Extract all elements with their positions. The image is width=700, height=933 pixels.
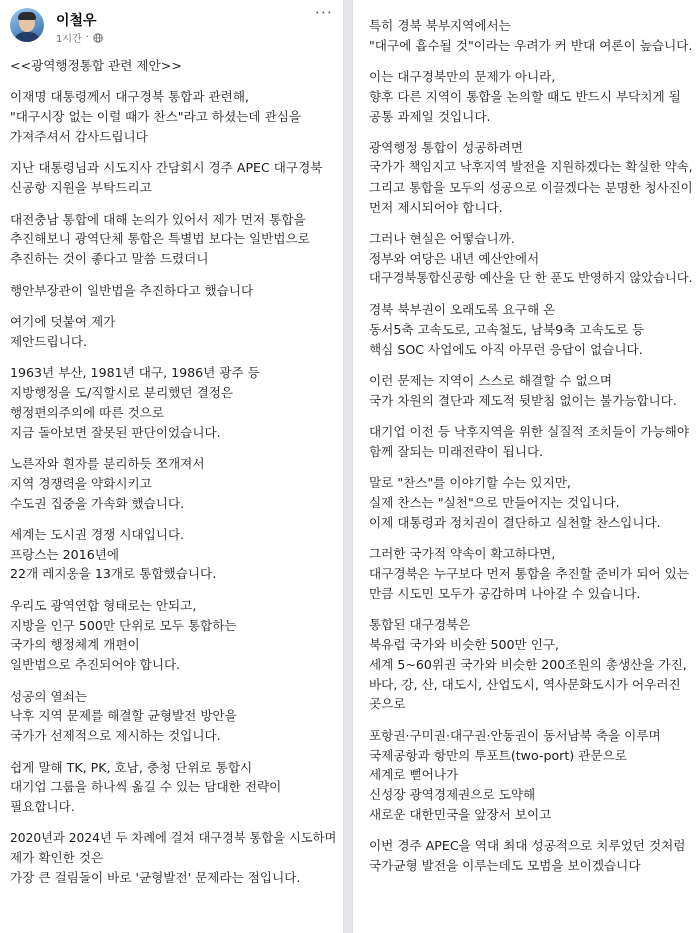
post-text-line: 실제 찬스는 "실천"으로 만들어지는 것입니다. <box>369 495 620 511</box>
more-options-icon[interactable]: ··· <box>314 3 333 22</box>
post-text-line: 노른자와 흰자를 분리하듯 쪼개져서 <box>10 455 205 471</box>
post-meta: 1시간 · <box>56 30 103 45</box>
post-paragraph <box>369 544 696 603</box>
post-text-line: 곳으로 <box>369 696 406 712</box>
post-text-line: 지금 돌아보면 잘못된 판단이었습니다. <box>10 424 221 440</box>
post-text-line: 국제공항과 항만의 투포트(two-port) 관문으로 <box>369 747 627 763</box>
post-paragraph <box>369 726 696 825</box>
post-paragraph <box>369 371 696 411</box>
post-paragraph <box>10 525 339 584</box>
post-text-line: 향후 다른 지역이 통합을 논의할 때도 반드시 부닥치게 될 <box>369 88 681 104</box>
post-paragraph <box>10 454 339 513</box>
post-text-line: 행안부장관이 일반법을 추진하다고 했습니다 <box>10 282 254 298</box>
post-text-line: 말로 "찬스"를 이야기할 수는 있지만, <box>369 475 571 491</box>
post-text-line: 낙후 지역 문제를 해결할 균형발전 방안을 <box>10 708 237 724</box>
post-paragraph <box>369 836 696 876</box>
post-text-line: 추진해보니 광역단체 통합은 특별법 보다는 일반법으로 <box>10 231 310 247</box>
post-timestamp[interactable]: 1시간 <box>56 34 82 45</box>
post-text-line: 쉽게 말해 TK, PK, 호남, 충청 단위로 통합시 <box>10 759 253 775</box>
globe-icon <box>93 33 103 43</box>
post-paragraph <box>10 596 339 675</box>
post-paragraph <box>10 687 339 746</box>
post-paragraph <box>10 281 339 301</box>
post-text-line: 먼저 제시되어야 합니다. <box>369 199 503 215</box>
post-text-line: 국가가 책임지고 낙후지역 발전을 지원하겠다는 확실한 약속, <box>369 159 693 174</box>
post-paragraph <box>369 473 696 532</box>
post-text-line: 이재명 대통령께서 대구경북 통합과 관련해, <box>10 89 249 105</box>
post-text-line: 이는 대구경북만의 문제가 아니라, <box>369 69 556 85</box>
post-text-line: 대기업 이전 등 낙후지역을 위한 실질적 조치들이 가능해야 <box>369 424 689 440</box>
post-text-line: 정부와 여당은 내년 예산안에서 <box>369 250 540 266</box>
post-text-line: 공통 과제일 것입니다. <box>369 108 491 124</box>
post-text-line: 제가 확인한 것은 <box>10 850 104 866</box>
post-text-line: "대구시장 없는 이럴 때가 찬스"라고 하셨는데 관심을 <box>10 109 302 125</box>
post-header <box>10 3 333 48</box>
post-right-column <box>352 0 700 933</box>
post-paragraph <box>369 615 696 714</box>
post-text-line: 함께 잘되는 미래전략이 됩니다. <box>369 443 544 459</box>
post-text-line: 특히 경북 북부지역에서는 <box>369 18 511 33</box>
post-text-line: 가장 큰 걸림돌이 바로 '균형발전' 문제라는 점입니다. <box>10 870 301 886</box>
author-avatar[interactable] <box>10 8 44 42</box>
post-text-line: 가져주셔서 감사드립니다 <box>10 128 148 144</box>
post-paragraph <box>10 87 339 146</box>
post-left-column <box>0 0 344 933</box>
post-text-line: 이제 대통령과 정치권이 결단하고 실천할 찬스입니다. <box>369 514 661 530</box>
post-text-line: 1963년 부산, 1981년 대구, 1986년 광주 등 <box>10 365 260 381</box>
post-text-line: 핵심 SOC 사업에도 아직 아무런 응답이 없습니다. <box>369 341 643 357</box>
post-paragraph <box>369 300 696 359</box>
post-body-right <box>369 16 696 888</box>
post-text-line: 세계는 도시권 경쟁 시대입니다. <box>10 526 185 542</box>
post-text-line: 이번 경주 APEC을 역대 최대 성공적으로 치루었던 것처럼 <box>369 838 686 854</box>
post-text-line: 국가가 선제적으로 제시하는 것입니다. <box>10 728 221 744</box>
post-text-line: 동서5축 고속도로, 고속철도, 남북9축 고속도로 등 <box>369 321 645 337</box>
post-paragraph <box>369 422 696 462</box>
post-text-line: <<광역행정통합 관련 제안>> <box>10 58 182 73</box>
post-paragraph <box>10 210 339 269</box>
post-text-line: 그러나 현실은 어떻습니까. <box>369 230 515 246</box>
post-paragraph <box>369 229 696 288</box>
post-text-line: 대전충남 통합에 대해 논의가 있어서 제가 먼저 통합을 <box>10 211 306 227</box>
post-text-line: 신공항 지원을 부탁드리고 <box>10 180 152 196</box>
post-text-line: 대구경북은 누구보다 먼저 통합을 추진할 준비가 되어 있는 <box>369 566 689 582</box>
post-text-line: 프랑스는 2016년에 <box>10 546 120 562</box>
post-paragraph <box>10 758 339 817</box>
post-text-line: 국가 차원의 결단과 제도적 뒷받침 없이는 불가능합니다. <box>369 392 677 408</box>
post-text-line: 이런 문제는 지역이 스스로 해결할 수 없으며 <box>369 372 612 388</box>
post-text-line: 바다, 강, 산, 대도시, 산업도시, 역사문화도시가 어우러진 <box>369 676 681 692</box>
post-text-line: 광역행정 통합이 성공하려면 <box>369 140 523 156</box>
post-text-line: 신성장 광역경제권으로 도약해 <box>369 787 536 803</box>
post-text-line: 만큼 시도민 모두가 공감하며 나아갈 수 있습니다. <box>369 585 641 601</box>
post-text-line: 그러한 국가적 약속이 확고하다면, <box>369 546 556 562</box>
post-text-line: 국가균형 발전을 이루는데도 모범을 보이겠습니다 <box>369 858 641 874</box>
post-text-line: 제안드립니다. <box>10 333 87 349</box>
post-text-line: 여기에 덧붙여 제가 <box>10 313 116 329</box>
post-text-line: 지방행정을 도/직할시로 분리했던 결정은 <box>10 384 234 400</box>
post-text-line: 지방을 인구 500만 단위로 모두 통합하는 <box>10 617 237 633</box>
post-text-line: 추진하는 것이 좋다고 말씀 드렸더니 <box>10 251 209 267</box>
post-paragraph <box>10 829 339 888</box>
post-text-line: 통합된 대구경북은 <box>369 617 471 633</box>
post-text-line: 대구경북통합신공항 예산을 단 한 푼도 반영하지 않았습니다. <box>369 270 693 285</box>
post-text-line: 경북 북부권이 오래도록 요구해 온 <box>369 301 556 317</box>
post-paragraph <box>10 56 339 76</box>
post-text-line: 행정편의주의에 따른 것으로 <box>10 404 164 420</box>
post-text-line: 2020년과 2024년 두 차례에 걸쳐 대구경북 통합을 시도하며 <box>10 830 337 845</box>
author-name[interactable]: 이철우 <box>56 13 97 29</box>
post-text-line: 필요합니다. <box>10 799 75 815</box>
post-text-line: 북유럽 국가와 비슷한 500만 인구, <box>369 637 560 653</box>
post-text-line: 새로운 대한민국을 앞장서 보이고 <box>369 807 552 823</box>
post-paragraph <box>10 363 339 442</box>
post-text-line: 지역 경쟁력을 약화시키고 <box>10 475 152 491</box>
post-text-line: 그리고 통합을 모두의 성공으로 이끌겠다는 분명한 청사진이 <box>369 179 693 195</box>
post-text-line: 수도권 집중을 가속화 했습니다. <box>10 495 185 511</box>
post-paragraph <box>369 67 696 126</box>
post-text-line: 일반법으로 추진되어야 합니다. <box>10 657 181 673</box>
post-text-line: 성공의 열쇠는 <box>10 688 87 704</box>
post-text-line: 국가의 행정체계 개편이 <box>10 637 140 653</box>
post-body-left <box>10 56 339 900</box>
post-text-line: 지난 대통령님과 시도지사 간담회시 경주 APEC 대구경북 <box>10 160 323 176</box>
post-paragraph <box>10 312 339 352</box>
post-text-line: 대기업 그룹을 하나씩 옮길 수 있는 담대한 전략이 <box>10 779 282 795</box>
post-text-line: 22개 레지옹을 13개로 통합했습니다. <box>10 566 217 582</box>
post-paragraph <box>369 16 696 56</box>
post-text-line: 우리도 광역연합 형태로는 안되고, <box>10 597 197 613</box>
post-text-line: 세계로 뻗어나가 <box>369 767 459 783</box>
post-paragraph <box>369 138 696 217</box>
post-paragraph <box>10 158 339 198</box>
post-text-line: "대구에 흡수될 것"이라는 우려가 커 반대 여론이 높습니다. <box>369 37 693 53</box>
post-text-line: 포항권·구미권·대구권·안동권이 동서남북 축을 이루며 <box>369 727 661 743</box>
post-text-line: 세계 5~60위권 국가와 비슷한 200조원의 총생산을 가진, <box>369 656 687 672</box>
